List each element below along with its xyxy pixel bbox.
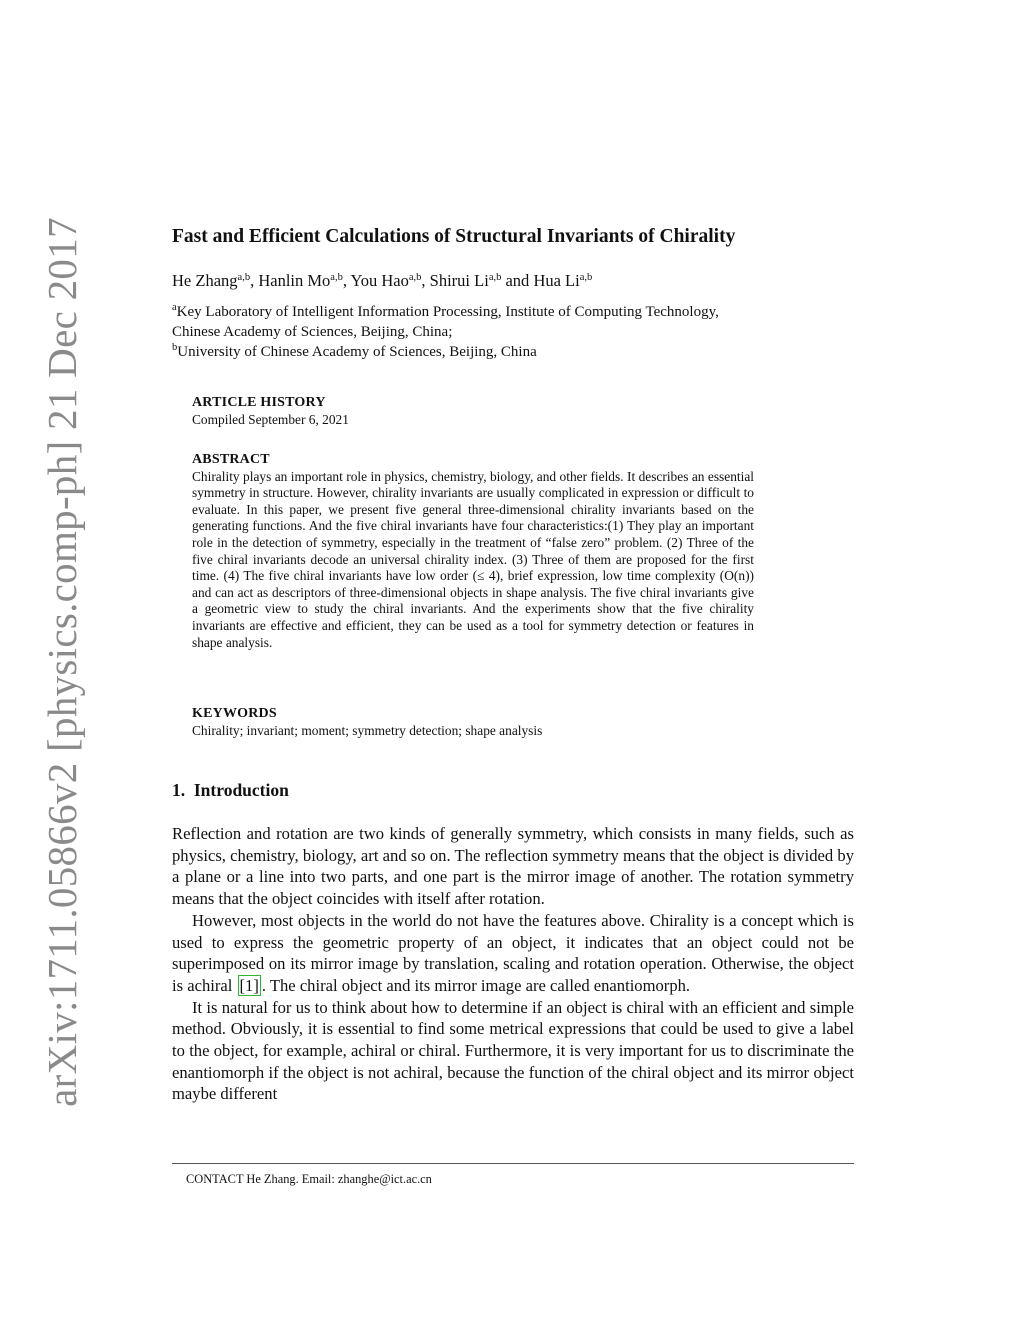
paper-title: Fast and Efficient Calculations of Structural Invariants of Chirality bbox=[172, 226, 736, 247]
paragraph: However, most objects in the world do not have the features above. Chirality is a concept which is used to express the geometric property of an object, it indicates that an object could not be superimposed on its mirror image by translation, scaling and rotation operation. Otherwise, the object is achiral [1] . The chiral object and its mirror image are called enantiomorph. bbox=[172, 910, 854, 995]
abstract-heading: ABSTRACT bbox=[192, 452, 270, 467]
introduction-body bbox=[172, 823, 854, 1105]
affiliation-a-cont: Chinese Academy of Sciences, Beijing, China; bbox=[172, 324, 453, 340]
section-heading bbox=[172, 780, 289, 801]
abstract bbox=[192, 452, 754, 651]
paragraph: It is natural for us to think about how to determine if an object is chiral with an efficient and simple method. Obviously, it is essential to find some metrical expressions that could be used to give a label to the object, for example, achiral or chiral. Furthermore, it is very important for us to discriminate the enantiomorph if the object is not achiral, because the function of the chiral object and its mirror object maybe different bbox=[172, 997, 854, 1104]
affiliation-a: $^a$Key Laboratory of Intelligent Information Processing, Institute of Computing Technology, bbox=[172, 302, 719, 320]
citation-link[interactable]: [1] bbox=[239, 975, 259, 995]
section-number: 1. bbox=[172, 780, 186, 800]
paragraph: Reflection and rotation are two kinds of generally symmetry, which consists in many fields, such as physics, chemistry, biology, art and so on. The reflection symmetry means that the object is divided by a plane or a line into two parts, and one part is the mirror image of another. The rotation symmetry means that the object coincides with itself after rotation. bbox=[172, 824, 854, 909]
article-history bbox=[192, 395, 754, 428]
keywords-text: Chirality; invariant; moment; symmetry detection; shape analysis bbox=[192, 722, 543, 738]
article-history-heading: ARTICLE HISTORY bbox=[192, 395, 326, 410]
affiliation-b: $^b$University of Chinese Academy of Sciences, Beijing, China bbox=[172, 342, 537, 360]
author: Hua Li$^{a,b}$ bbox=[533, 271, 593, 290]
author: You Hao$^{a,b}$, bbox=[350, 271, 430, 290]
author: Shirui Li$^{a,b}$ and bbox=[429, 271, 534, 290]
affiliations bbox=[172, 302, 854, 362]
abstract-text: Chirality plays an important role in physics, chemistry, biology, and other fields. It describes an essential symmetry in structure. However, chirality invariants are usually complicated in expression or difficult to evaluate. In this paper, we present five general three-dimensional chirality invariants based on the generating functions. And the five chiral invariants have four characteristics:(1) They play an important role in the detection of symmetry, especially in the treatment of “false zero” problem. (2) Three of the five chiral invariants decode an universal chirality index. (3) Three of them are proposed for the first time. (4) The five chiral invariants have low order (≤ 4), brief expression, low time complexity (O(n)) and can act as descriptors of three-dimensional objects in shape analysis. The five chiral invariants give a geometric view to study the chiral invariants. And the experiments show that the five chirality invariants are effective and efficient, they can be used as a tool for symmetry detection or features in shape analysis. bbox=[192, 468, 754, 650]
arxiv-identifier-stamp: arXiv:1711.05866v2 [physics.comp-ph] 21 Dec 2017 bbox=[39, 217, 85, 1107]
section-title: Introduction bbox=[193, 780, 289, 800]
author: Hanlin Mo$^{a,b}$, bbox=[258, 271, 351, 290]
author: He Zhang$^{a,b}$, bbox=[172, 271, 259, 290]
footnote-divider bbox=[172, 1163, 854, 1164]
keywords-heading: KEYWORDS bbox=[192, 706, 277, 721]
compiled-date: Compiled September 6, 2021 bbox=[192, 411, 349, 427]
author-list bbox=[172, 271, 592, 291]
keywords bbox=[192, 706, 754, 739]
contact-footnote: CONTACT He Zhang. Email: zhanghe@ict.ac.cn bbox=[186, 1172, 432, 1186]
